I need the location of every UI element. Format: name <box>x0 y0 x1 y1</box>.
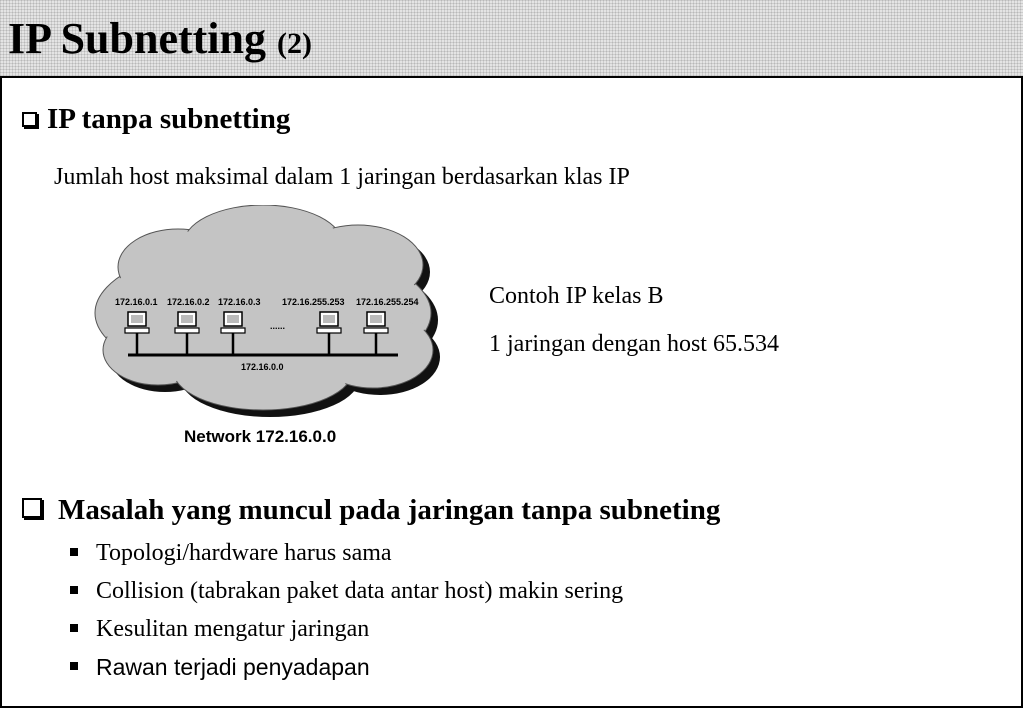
section-description: Jumlah host maksimal dalam 1 jaringan berdasarkan klas IP <box>54 164 630 190</box>
section-heading-masalah <box>22 493 720 527</box>
slide-title <box>8 14 312 69</box>
computer-icon <box>364 312 388 333</box>
example-line-2: 1 jaringan dengan host 65.534 <box>489 331 779 357</box>
square-bullet-icon <box>70 586 78 594</box>
section-heading-ip-tanpa-subnetting <box>22 102 290 136</box>
slide-title-text: IP Subnetting <box>8 14 266 63</box>
computer-icon <box>221 312 245 333</box>
checkbox-bullet-icon <box>22 112 37 127</box>
host-label-2: 172.16.0.2 <box>167 297 210 307</box>
list-item: Topologi/hardware harus sama <box>70 534 623 572</box>
host-label-1: 172.16.0.1 <box>115 297 158 307</box>
problem-list <box>70 534 623 687</box>
host-label-4: 172.16.255.253 <box>282 297 345 307</box>
square-bullet-icon <box>70 662 78 670</box>
list-item: Rawan terjadi penyadapan <box>70 648 623 687</box>
host-ellipsis: ...... <box>270 321 286 331</box>
square-bullet-icon <box>70 548 78 556</box>
computer-icon <box>125 312 149 333</box>
list-item: Kesulitan mengatur jaringan <box>70 610 623 648</box>
section2-heading-text: Masalah yang muncul pada jaringan tanpa subneting <box>58 494 721 526</box>
computer-icon <box>175 312 199 333</box>
checkbox-bullet-icon <box>22 498 42 518</box>
example-line-1: Contoh IP kelas B <box>489 283 664 309</box>
square-bullet-icon <box>70 624 78 632</box>
slide-title-suffix: (2) <box>276 27 312 60</box>
computer-icon <box>317 312 341 333</box>
host-label-3: 172.16.0.3 <box>218 297 261 307</box>
network-diagram <box>88 205 448 450</box>
section1-heading-text: IP tanpa subnetting <box>47 103 291 135</box>
list-item: Collision (tabrakan paket data antar host) makin sering <box>70 572 623 610</box>
host-label-5: 172.16.255.254 <box>356 297 419 307</box>
slide-header <box>0 0 1023 78</box>
bus-label: 172.16.0.0 <box>241 362 284 372</box>
network-caption: Network 172.16.0.0 <box>184 427 337 446</box>
